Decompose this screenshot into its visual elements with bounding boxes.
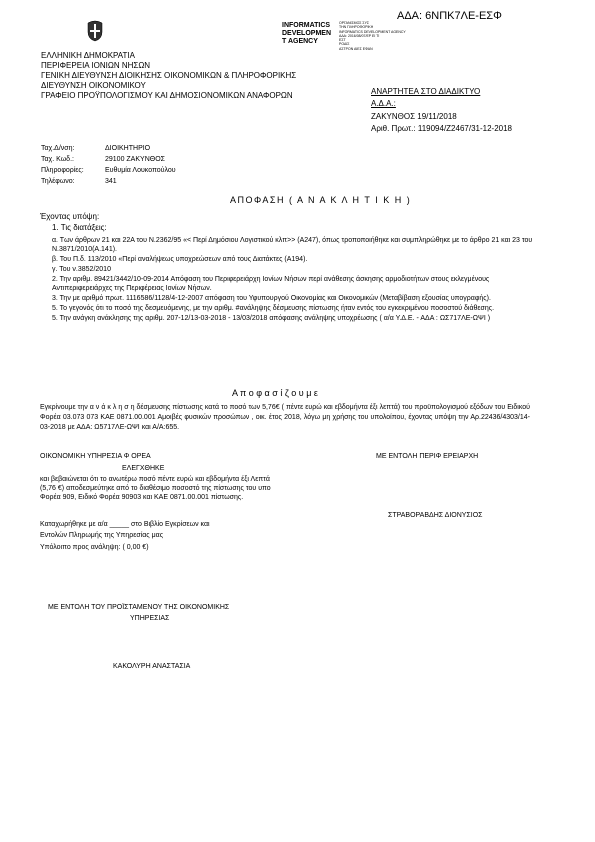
registered-line: Καταχωρήθηκε με α/α _____ στο Βιβλίο Εγκρίσεων και <box>40 521 210 528</box>
provisions-list <box>52 236 542 324</box>
stamp-line: ΑΔΑ: 2016/08/07/ΕΡ ΕΙ ΤΙ <box>339 33 380 38</box>
stamp-line: ΡΟΔΙΣ <box>339 42 350 47</box>
greek-emblem-icon <box>87 20 103 42</box>
header-line: ΕΛΛΗΝΙΚΗ ΔΗΜΟΚΡΑΤΙΑ <box>41 51 135 60</box>
contact-value: ΔΙΟΙΚΗΤΗΡΙΟ <box>105 145 151 152</box>
ada-top: ΑΔΑ: 6ΝΠΚ7ΛΕ-ΕΣΦ <box>397 10 502 22</box>
contact-label: Ταχ.Δ/νση: <box>41 145 75 152</box>
contact-row <box>41 177 176 188</box>
remaining-amount: Υπόλοιπο προς ανάληψη: ( 0,00 €) <box>40 544 149 551</box>
header-line: ΓΕΝΙΚΗ ΔΙΕΥΘΥΝΣΗ ΔΙΟΙΚΗΣΗΣ ΟΙΚΟΝΟΜΙΚΩΝ & ΠΛΗΡΟΦΟΡΙΚΗΣ <box>41 71 297 80</box>
contact-label: Πληροφορίες: <box>41 167 84 174</box>
informatics-line-1: INFORMATICS <box>282 22 331 29</box>
contact-row <box>41 155 176 166</box>
contact-value: Ευθυμία Λουκοπούλου <box>105 167 176 174</box>
decision-title: ΑΠΟΦΑΣΗ ( Α Ν Α Κ Λ Η Τ Ι Κ Η ) <box>230 195 412 205</box>
informatics-line-2: DEVELOPMEN <box>282 30 332 37</box>
having-regard: Έχοντας υπόψη: <box>40 212 100 221</box>
contact-details <box>41 144 176 188</box>
ada-label: Α.Δ.Α.: <box>371 99 396 108</box>
stamp-line: ΑΣΤΡΟΝ ΑΙΕΣ ΕΦΑΝ <box>339 46 373 51</box>
protocol-number: Αριθ. Πρωτ.: 119094/Ζ2467/31-12-2018 <box>371 124 512 133</box>
contact-value: 341 <box>105 178 117 185</box>
regional-order: ΜΕ ΕΝΤΟΛΗ ΠΕΡΙΦ ΕΡΕΙΑΡΧΗ <box>376 453 479 460</box>
informatics-logo <box>282 22 331 46</box>
checked-label: ΕΛΕΓΧΘΗΚΕ <box>122 465 165 472</box>
stamp-line: ΤΗΝ ΠΛΗΡΟΦΟΡΙΚΗ <box>339 25 374 30</box>
provision-item: β. Του Π.δ. 113/2010 «Περί αναλήψεως υποχρεώσεων από τους Διατάκτες (Α194). <box>52 256 308 263</box>
verification-text: και βεβαιώνεται ότι το ανωτέρω ποσό πέντε ευρώ και εβδομήντα έξι Λεπτά (5,76 €) αποδεσμεύτηκε από το διαθέσιμο ποσοστό της πίστωσης του υπο Φορέα 909, Ειδικό Φορέα 90903 και ΚΑΕ 0871.00.001 πίστωσης. <box>40 476 271 501</box>
financial-service: ΟΙΚΟΝΟΜΙΚΗ ΥΠΗΡΕΣΙΑ Φ ΟΡΕΑ <box>40 453 151 460</box>
orders-line: Εντολών Πληρωμής της Υπηρεσίας μας <box>40 532 164 539</box>
header-authority <box>41 51 296 101</box>
provision-item: 5. Την ανάγκη ανάκλησης της αριθμ. 207-12/13-03-2018 - 13/03/2018 απόφασης ανάληψης υποχρέωσης ( α/α Υ.Δ.Ε. - ΑΔΑ : ΩΣ717ΛΕ-ΩΨΙ ) <box>52 315 491 322</box>
post-online-label: ΑΝΑΡΤΗΤΕΑ ΣΤΟ ΔΙΑΔΙΚΤΥΟ <box>371 87 481 96</box>
header-line: ΠΕΡΙΦΕΡΕΙΑ ΙΟΝΙΩΝ ΝΗΣΩΝ <box>41 61 151 70</box>
decision-body: Εγκρίνουμε την α ν ά κ λ η σ η δέσμευσης πίστωσης κατά το ποσό των 5,76€ ( πέντε ευρώ και εβδομήντα έξι λεπτά) του προϋπολογισμού εξόδων του Ειδικού Φορέα 03.073 073 ΚΑΕ 0871.00.001 Αμοιβές φυσικών προσώπων , οικ. έτος 2018, λόγω μη χρήσης του υπολοίπου, έχοντας υπόψη την Αρ.22436/4303/14-03-2018 με ΑΔΑ: Ω5717ΛΕ-ΩΨΙ και Α/Α:655. <box>40 404 530 431</box>
provisions-heading: 1. Τις διατάξεις: <box>52 223 107 232</box>
stamp-line: ΟΡΓΑΝΙΣΜΟΣ ΣΥΣ <box>339 21 370 25</box>
stamp-line: ΕΣΤ <box>339 38 346 43</box>
provision-item: γ. Του ν.3852/2010 <box>52 266 111 273</box>
contact-label: Ταχ. Κωδ.: <box>41 156 74 163</box>
provision-item: α. Των άρθρων 21 και 22Α του Ν.2362/95 «< Περί Δημόσιου Λογιστικού κλπ>> (Α247), όπως τροποποιήθηκε και συμπληρώθηκε με το άρθρο 21 και 23 του Ν.3871/2010(Α.141). <box>52 237 533 253</box>
provision-item: 3. Την με αριθμό πρωτ. 1116586/1128/4-12-2007 απόφαση του Υφυπουργού Οικονομίας και Οικονομικών (Μεταβίβαση εξουσίας υπογραφής). <box>52 295 491 302</box>
stamp-line: INFORMATICS DEVELOPMENT AGENCY <box>339 29 406 34</box>
bottom-signer: ΚΑΚΟΛΥΡΗ ΑΝΑΣΤΑΣΙΑ <box>113 663 191 670</box>
contact-value: 29100 ΖΑΚΥΝΘΟΣ <box>105 156 165 163</box>
provision-item: 2. Την αριθμ. 89421/3442/10-09-2014 Απόφαση του Περιφερειάρχη Ιονίων Νήσων περί ανάθεσης άσκησης αρμοδιοτήτων στους εκλεγμένους Αντιπεριφερειάρχες της Περιφέρειας Ιονίων Νήσων. <box>52 276 490 292</box>
header-line: ΔΙΕΥΘΥΝΣΗ ΟΙΚΟΝΟΜΙΚΟΥ <box>41 81 146 90</box>
we-decide-heading: Α π ο φ α σ ί ζ ο υ μ ε <box>232 388 318 398</box>
provision-item: 5. Το γεγονός ότι το ποσό της δεσμευόμενης, με την αριθμ. #ανάληψης δέσμευσης πίστωσης ήταν εντός του εγκεκριμένου ποσοστού διάθεσης. <box>52 305 495 312</box>
contact-row <box>41 144 176 155</box>
place-date: ΖΑΚΥΝΘΟΣ 19/11/2018 <box>371 112 457 121</box>
head-order-line-1: ΜΕ ΕΝΤΟΛΗ ΤΟΥ ΠΡΟΪΣΤΑΜΕΝΟΥ ΤΗΣ ΟΙΚΟΝΟΜΙΚΗΣ <box>48 604 230 611</box>
informatics-line-3: T AGENCY <box>282 38 318 45</box>
contact-row <box>41 166 176 177</box>
contact-label: Τηλέφωνο: <box>41 178 75 185</box>
regional-signer: ΣΤΡΑΒΟΡΑΒΔΗΣ ΔΙΟΝΥΣΙΟΣ <box>388 512 483 519</box>
header-line: ΓΡΑΦΕΙΟ ΠΡΟΫΠΟΛΟΓΙΣΜΟΥ ΚΑΙ ΔΗΜΟΣΙΟΝΟΜΙΚΩΝ ΑΝΑΦΟΡΩΝ <box>41 91 293 100</box>
head-order-line-2: ΥΠΗΡΕΣΙΑΣ <box>130 615 170 622</box>
informatics-stamp <box>339 21 406 51</box>
